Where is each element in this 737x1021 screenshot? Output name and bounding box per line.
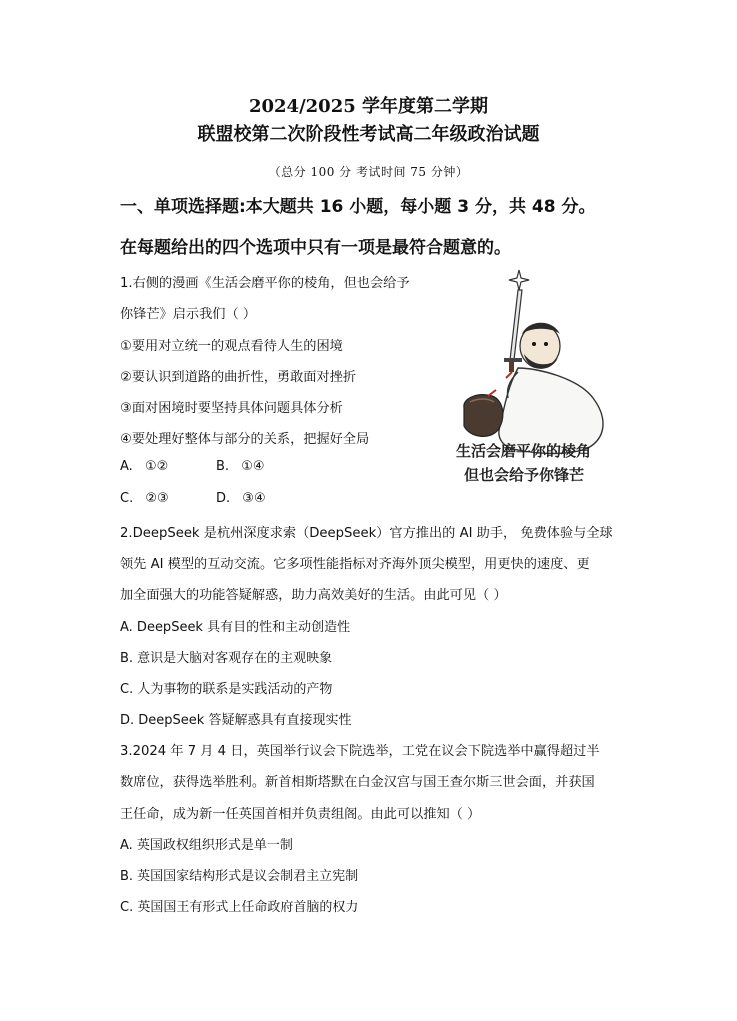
exam-title-line2: 联盟校第二次阶段性考试高二年级政治试题 [197,124,540,145]
q2-stem-line1: 2.DeepSeek 是杭州深度求索（DeepSeek）官方推出的 AI 助手， 免费体验与全球 [120,526,613,541]
q3-stem-line1: 3.2024 年 7 月 4 日，英国举行议会下院选举，工党在议会下院选举中赢得超过半 [120,744,600,759]
q1-statement-1: ①要用对立统一的观点看待人生的困境 [120,339,343,354]
option-label: B. [216,459,230,474]
q3-option-c[interactable]: C. 英国国王有形式上任命政府首脑的权力 [120,900,359,915]
q1-option-c[interactable] [120,491,169,506]
option-text: ③④ [242,491,266,506]
option-text: ①④ [241,459,265,474]
q2-option-a[interactable]: A. DeepSeek 具有目的性和主动创造性 [120,620,351,635]
q1-statement-4: ④要处理好整体与部分的关系，把握好全局 [120,432,370,447]
q3-stem-line3: 王任命，成为新一任英国首相并负责组阁。由此可以推知（ ） [120,807,481,822]
q2-option-c[interactable]: C. 人为事物的联系是实践活动的产物 [120,682,333,697]
cartoon-caption-line2: 但也会给予你锋芒 [464,466,585,484]
q1-option-b[interactable] [216,459,265,474]
q1-statement-3: ③面对困境时要坚持具体问题具体分析 [120,401,343,416]
q3-option-b[interactable]: B. 英国国家结构形式是议会制君主立宪制 [120,869,359,884]
cartoon-caption-line1: 生活会磨平你的棱角 [456,442,592,460]
option-label: C. [120,491,134,506]
cartoon-illustration [448,268,618,493]
q2-option-b[interactable]: B. 意识是大脑对客观存在的主观映象 [120,651,333,666]
exam-info: （总分 100 分 考试时间 75 分钟） [268,165,469,179]
option-text: ②③ [145,491,169,506]
q1-option-d[interactable] [216,491,266,506]
q1-statement-2: ②要认识到道路的曲折性，勇敢面对挫折 [120,370,357,385]
q3-option-a[interactable]: A. 英国政权组织形式是单一制 [120,838,293,853]
exam-title-line1: 2024/2025 学年度第二学期 [248,96,489,117]
q1-option-a[interactable] [120,459,168,474]
section-heading: 一、单项选择题:本大题共 16 小题，每小题 3 分，共 48 分。 [120,197,596,217]
q2-stem-line3: 加全面强大的功能答疑解惑，助力高效美好的生活。由此可见（ ） [120,588,507,603]
option-label: A. [120,459,133,474]
option-text: ①② [144,459,169,474]
q1-stem-line2: 你锋芒》启示我们（ ） [120,307,257,322]
q1-stem-line1: 1.右侧的漫画《生活会磨平你的棱角，但也会给予 [120,276,410,291]
q2-option-d[interactable]: D. DeepSeek 答疑解惑具有直接现实性 [120,713,352,728]
q2-stem-line2: 领先 AI 模型的互动交流。它多项性能指标对齐海外顶尖模型，用更快的速度、更 [120,557,590,572]
q3-stem-line2: 数席位，获得选举胜利。新首相斯塔默在白金汉宫与国王查尔斯三世会面，并获国 [120,775,595,790]
option-label: D. [216,491,231,506]
section-instruction: 在每题给出的四个选项中只有一项是最符合题意的。 [120,238,511,258]
